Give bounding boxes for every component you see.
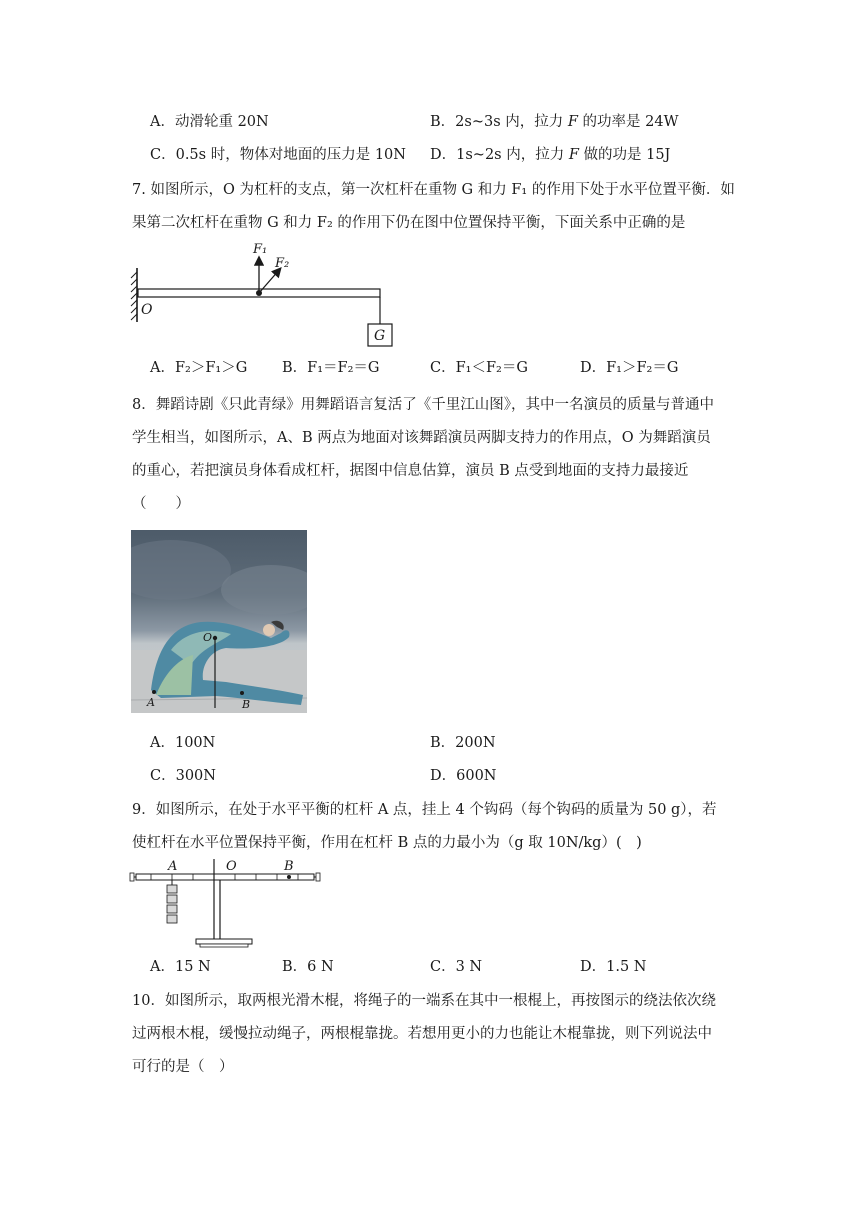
q7-label-f2: F₂	[275, 256, 290, 271]
photo-label-o: O	[203, 631, 213, 644]
photo-label-b: B	[242, 698, 251, 711]
q9-option-c: C．3 N	[430, 959, 483, 975]
q6-option-d-var: F	[568, 147, 579, 163]
q7-label-g: G	[374, 328, 386, 344]
q10-stem-line3: 可行的是（ ）	[132, 1059, 234, 1075]
q10-stem-line1: 10．如图所示，取两根光滑木棍，将绳子的一端系在其中一根棍上，再按图示的绕法依次绕	[132, 993, 716, 1009]
q9-option-d: D．1.5 N	[580, 959, 647, 975]
q9-label-b: B	[284, 859, 294, 874]
q9-lever-diagram	[128, 855, 323, 950]
q8-stem-line1: 8．舞蹈诗剧《只此青绿》用舞蹈语言复活了《千里江山图》，其中一名演员的质量与普通中	[132, 397, 714, 413]
q9-stem-line1: 9．如图所示，在处于水平平衡的杠杆 A 点，挂上 4 个钩码（每个钩码的质量为 50 g），若	[132, 802, 717, 818]
q6-option-b	[430, 112, 679, 132]
q7-option-b: B．F₁＝F₂＝G	[282, 360, 380, 376]
q7-stem-line1: 7. 如图所示，O 为杠杆的支点，第一次杠杆在重物 G 和力 F₁ 的作用下处于水平位置平衡．如	[132, 182, 735, 198]
q6-option-d-pre: D．1s~2s 内，拉力	[430, 147, 569, 163]
q7-option-c: C．F₁＜F₂＝G	[430, 360, 528, 376]
q9-option-b: B．6 N	[282, 959, 334, 975]
q8-option-a: A．100N	[150, 735, 216, 751]
q8-stem-line4: （ ）	[132, 496, 190, 512]
q8-stem-line3: 的重心，若把演员身体看成杠杆，据图中信息估算，演员 B 点受到地面的支持力最接近	[132, 463, 689, 479]
q9-label-a: A	[168, 859, 178, 874]
q9-option-a: A．15 N	[150, 959, 211, 975]
q8-stem-line2: 学生相当，如图所示，A、B 两点为地面对该舞蹈演员两脚支持力的作用点，O 为舞蹈演员	[132, 430, 711, 446]
q6-option-c: C．0.5s 时，物体对地面的压力是 10N	[150, 147, 406, 163]
q6-option-d	[430, 145, 670, 165]
q8-option-d: D．600N	[430, 768, 497, 784]
dancer-illustration	[131, 530, 307, 713]
q7-stem-line2: 果第二次杠杆在重物 G 和力 F₂ 的作用下仍在图中位置保持平衡，下面关系中正确的是	[132, 215, 686, 231]
q7-option-d: D．F₁＞F₂＝G	[580, 360, 679, 376]
q6-option-b-pre: B．2s~3s 内，拉力	[430, 114, 568, 130]
q7-label-o: O	[141, 302, 153, 318]
q8-option-b: B．200N	[430, 735, 496, 751]
q10-stem-line2: 过两根木棍，缓慢拉动绳子，两根棍靠拢。若想用更小的力也能让木棍靠拢，则下列说法中	[132, 1026, 712, 1042]
q7-lever-diagram	[128, 238, 398, 350]
q8-option-c: C．300N	[150, 768, 216, 784]
q9-stem-line2: 使杠杆在水平位置保持平衡，作用在杠杆 B 点的力最小为（g 取 10N/kg）( )	[132, 835, 642, 851]
q9-label-o: O	[226, 859, 237, 874]
dancer-photo	[131, 530, 307, 713]
q6-option-b-post: 的功率是 24W	[577, 114, 679, 130]
q7-option-a: A．F₂＞F₁＞G	[150, 360, 248, 376]
q7-label-f1: F₁	[253, 242, 268, 257]
q6-option-d-post: 做的功是 15J	[578, 147, 671, 163]
photo-label-a: A	[147, 696, 155, 709]
q6-option-b-var: F	[567, 114, 578, 130]
q6-option-a: A．动滑轮重 20N	[150, 114, 269, 130]
